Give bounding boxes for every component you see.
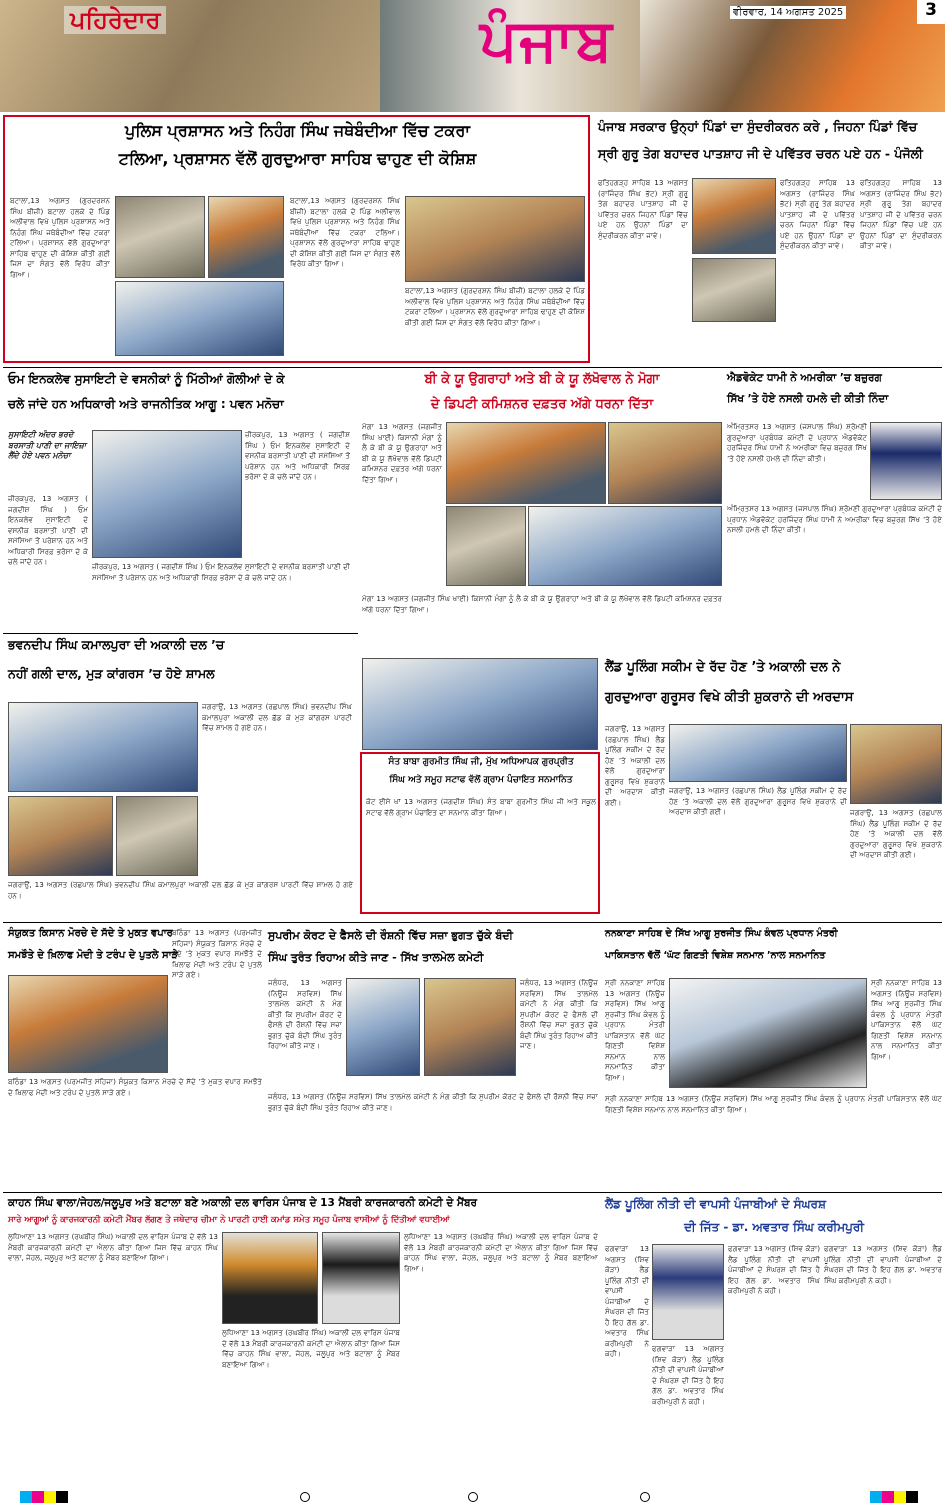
color-bar-right bbox=[870, 1491, 918, 1503]
story-ardas-body-col3: ਜਗਰਾਉਂ, 13 ਅਗਸਤ (ਰਛਪਾਲ ਸਿੰਘ) ਲੈਂਡ ਪੂਲਿੰਗ ਸਕੀਮ ਦੇ ਰੱਦ ਹੋਣ ’ਤੇ ਅਕਾਲੀ ਦਲ ਵੱਲੋਂ ਗੁਰਦੁਆਰਾ ਗੁਰੂਸਰ ਵਿਖੇ ਸ਼ੁਕਰਾਨੇ ਦੀ ਅਰਦਾਸ ਕੀਤੀ ਗਈ। bbox=[850, 808, 942, 859]
story-sc-photo-2 bbox=[424, 978, 516, 1076]
dateline: ਵੀਰਵਾਰ, 14 ਅਗਸਤ 2025 bbox=[730, 6, 846, 19]
story-school-photo bbox=[362, 658, 598, 750]
story-police-headline-1: ਪੁਲਿਸ ਪ੍ਰਸ਼ਾਸਨ ਅਤੇ ਨਿਹੰਗ ਸਿੰਘ ਜਥੇਬੰਦੀਆ ਵਿੱਚ ਟਕਰਾ bbox=[125, 121, 470, 140]
story-ardas-body-col1: ਜਗਰਾਉਂ, 13 ਅਗਸਤ (ਰਛਪਾਲ ਸਿੰਘ) ਲੈਂਡ ਪੂਲਿੰਗ ਸਕੀਮ ਦੇ ਰੱਦ ਹੋਣ ’ਤੇ ਅਕਾਲੀ ਦਲ ਵੱਲੋਂ ਗੁਰਦੁਆਰਾ ਗੁਰੂਸਰ ਵਿਖੇ ਸ਼ੁਕਰਾਨੇ ਦੀ ਅਰਦਾਸ ਕੀਤੀ ਗਈ। bbox=[605, 724, 665, 807]
story-school-headline-2: ਸਿੰਘ ਅਤੇ ਸਮੂਹ ਸਟਾਫ ਵੱਲੋਂ ਗ੍ਰਾਮ ਪੰਚਾਇਤ ਸਨਮਾਨਿਤ bbox=[389, 775, 573, 785]
story-nankana-headline-2: ਪਾਕਿਸਤਾਨ ਵੱਲੋਂ ‘ਘੱਟ ਗਿਣਤੀ ਵਿਸ਼ੇਸ਼ ਸਨਮਾਨ ’ਨਾਲ ਸਨਮਾਨਿਤ bbox=[605, 950, 826, 961]
story-kisan-body-bottom: ਬਠਿੰਡਾ 13 ਅਗਸਤ (ਪਰਮਜੀਤ ਸਹਿਜਾ) ਸੰਯੁਕਤ ਕਿਸਾਨ ਮੋਰਚੇ ਦੇ ਸੱਦੇ ’ਤੇ ਮੁਕਤ ਵਪਾਰ ਸਮਝੌਤੇ ਦੇ ਖ਼ਿਲਾਫ ਮੋਦੀ ਅਤੇ ਟਰੰਪ ਦੇ ਪੁਤਲੇ ਸਾੜੇ ਗਏ। bbox=[8, 1077, 262, 1097]
story-kamalpura-headline-1: ਭਵਨਦੀਪ ਸਿੰਘ ਕਮਾਲਪੁਰਾ ਦੀ ਅਕਾਲੀ ਦਲ ’ਚ bbox=[8, 637, 225, 652]
story-villages-photo-1 bbox=[692, 178, 776, 254]
story-villages-body-col1: ਫਤਿਹਗੜ੍ਹ ਸਾਹਿਬ 13 ਅਗਸਤ (ਰਾਜਿੰਦਰ ਸਿੰਘ ਭੱਟ) ਸ੍ਰੀ ਗੁਰੂ ਤੇਗ ਬਹਾਦਰ ਪਾਤਸ਼ਾਹ ਜੀ ਦੇ ਪਵਿੱਤਰ ਚਰਨ ਜਿਹਨਾਂ ਪਿੰਡਾਂ ਵਿੱਚ ਪਏ ਹਨ ਉਹਨਾਂ ਪਿੰਡਾਂ ਦਾ ਸੁੰਦਰੀਕਰਨ ਕੀਤਾ ਜਾਵੇ। bbox=[598, 178, 688, 240]
story-kisan-headline-1: ਸੰਯੁਕਤ ਕਿਸਾਨ ਮੋਰਚੇ ਦੇ ਸੱਦੇ ਤੇ ਮੁਕਤ ਵਪਾਰ bbox=[8, 928, 173, 939]
story-om-photo bbox=[92, 430, 242, 558]
story-committee-headline: ਕਾਹਨ ਸਿੰਘ ਵਾਲਾ/ਜੇਹਲ/ਜਲੂਪੁਰ ਅਤੇ ਬਟਾਲਾ ਬਣੇ ਅਕਾਲੀ ਦਲ ਵਾਰਿਸ ਪੰਜਾਬ ਦੇ 13 ਮੈਂਬਰੀ ਕਾਰਜਕਾਰਨੀ ਕਮੇਟੀ ਦੇ ਮੈਂਬਰ bbox=[8, 1197, 478, 1209]
story-bku-photo-2 bbox=[608, 422, 722, 504]
story-karimpuri-body-col3: ਫਗਵਾੜਾ 13 ਅਗਸਤ (ਸ਼ਿਵ ਕੋੜਾ) ਲੈਂਡ ਪੂਲਿੰਗ ਨੀਤੀ ਦੀ ਵਾਪਸੀ ਪੰਜਾਬੀਆਂ ਦੇ ਸੰਘਰਸ਼ ਦੀ ਜਿੱਤ ਹੈ ਇਹ ਗੱਲ ਡਾ. ਅਵਤਾਰ ਸਿੰਘ ਕਰੀਮਪੁਰੀ ਨੇ ਕਹੀ। bbox=[728, 1244, 820, 1295]
story-dhami-headline-2: ਸਿੱਖ ’ਤੇ ਹੋਏ ਨਸਲੀ ਹਮਲੇ ਦੀ ਕੀਤੀ ਨਿੰਦਾ bbox=[727, 393, 889, 405]
story-kamalpura-body-bottom: ਜਗਰਾਉਂ, 13 ਅਗਸਤ (ਰਛਪਾਲ ਸਿੰਘ) ਭਵਨਦੀਪ ਸਿੰਘ ਕਮਾਲਪੁਰਾ ਅਕਾਲੀ ਦਲ ਛੱਡ ਕੇ ਮੁੜ ਕਾਂਗਰਸ ਪਾਰਟੀ ਵਿੱਚ ਸ਼ਾਮਲ ਹੋ ਗਏ ਹਨ। bbox=[8, 880, 353, 900]
story-om-body-col2: ਜ਼ੀਰਕਪੁਰ, 13 ਅਗਸਤ ( ਜਗਦੀਸ਼ ਸਿੰਘ ) ਓਮ ਇਨਕਲੇਵ ਸੁਸਾਇਟੀ ਦੇ ਵਸਨੀਕ ਬਰਸਾਤੀ ਪਾਣੀ ਦੀ ਸਮੱਸਿਆ ਤੋਂ ਪਰੇਸ਼ਾਨ ਹਨ ਅਤੇ ਅਧਿਕਾਰੀ ਸਿਰਫ਼ ਭਰੋਸਾ ਦੇ ਕੇ ਚਲੇ ਜਾਂਦੇ ਹਨ। bbox=[245, 430, 350, 481]
story-om-headline-2: ਚਲੇ ਜਾਂਦੇ ਹਨ ਅਧਿਕਾਰੀ ਅਤੇ ਰਾਜਨੀਤਿਕ ਆਗੂ : ਪਵਨ ਮਨੋਚਾ bbox=[8, 397, 284, 411]
story-police-photo-4 bbox=[405, 196, 585, 282]
story-karimpuri-photo bbox=[652, 1244, 724, 1340]
story-nankana-photo bbox=[669, 978, 867, 1088]
page-number: 3 bbox=[917, 0, 945, 24]
story-sc-photo-1 bbox=[346, 978, 420, 1076]
story-kamalpura-photo-2 bbox=[8, 796, 113, 876]
story-karimpuri-body-col4: ਫਗਵਾੜਾ 13 ਅਗਸਤ (ਸ਼ਿਵ ਕੋੜਾ) ਲੈਂਡ ਪੂਲਿੰਗ ਨੀਤੀ ਦੀ ਵਾਪਸੀ ਪੰਜਾਬੀਆਂ ਦੇ ਸੰਘਰਸ਼ ਦੀ ਜਿੱਤ ਹੈ ਇਹ ਗੱਲ ਡਾ. ਅਵਤਾਰ ਸਿੰਘ ਕਰੀਮਪੁਰੀ ਨੇ ਕਹੀ। bbox=[824, 1244, 942, 1285]
story-karimpuri-body-col2: ਫਗਵਾੜਾ 13 ਅਗਸਤ (ਸ਼ਿਵ ਕੋੜਾ) ਲੈਂਡ ਪੂਲਿੰਗ ਨੀਤੀ ਦੀ ਵਾਪਸੀ ਪੰਜਾਬੀਆਂ ਦੇ ਸੰਘਰਸ਼ ਦੀ ਜਿੱਤ ਹੈ ਇਹ ਗੱਲ ਡਾ. ਅਵਤਾਰ ਸਿੰਘ ਕਰੀਮਪੁਰੀ ਨੇ ਕਹੀ। bbox=[652, 1344, 724, 1406]
divider-row-4 bbox=[3, 1192, 942, 1193]
story-bku-photo-1 bbox=[446, 422, 606, 504]
story-bku-photo-3 bbox=[446, 506, 526, 586]
masthead-photo-left bbox=[0, 0, 380, 112]
story-bku-body-bottom: ਮੋਗਾ 13 ਅਗਸਤ (ਜਗਜੀਤ ਸਿੰਘ ਖਾਈ) ਕਿਸਾਨੀ ਮੰਗਾਂ ਨੂੰ ਲੈ ਕੇ ਬੀ ਕੇ ਯੂ ਉਗਰਾਹਾਂ ਅਤੇ ਬੀ ਕੇ ਯੂ ਲੱਖੋਵਾਲ ਵੱਲੋਂ ਡਿਪਟੀ ਕਮਿਸ਼ਨਰ ਦਫ਼ਤਰ ਅੱਗੇ ਧਰਨਾ ਦਿੱਤਾ ਗਿਆ। bbox=[362, 594, 722, 614]
section-title: ਪੰਜਾਬ bbox=[480, 6, 615, 74]
story-nankana-headline-1: ਨਨਕਾਣਾ ਸਾਹਿਬ ਦੇ ਸਿੱਖ ਆਗੂ ਸੁਰਜੀਤ ਸਿੰਘ ਕੰਵਲ ਪ੍ਰਧਾਨ ਮੰਤਰੀ bbox=[605, 928, 838, 939]
divider-row-1 bbox=[3, 367, 942, 368]
registration-mark-right bbox=[640, 1492, 650, 1502]
registration-mark-center bbox=[468, 1492, 478, 1502]
story-police-body: ਬਟਾਲਾ,13 ਅਗਸਤ (ਗੁਰਦਰਸ਼ਨ ਸਿੰਘ ਬੀਜ਼ੀ) ਬਟਾਲਾ ਹਲਕੇ ਦੇ ਪਿੰਡ ਅਲੀਵਾਲ ਵਿਖੇ ਪੁਲਿਸ ਪ੍ਰਸ਼ਾਸਨ ਅਤੇ ਨਿਹੰਗ ਸਿੰਘ ਜਥੇਬੰਦੀਆਂ ਵਿੱਚ ਟਕਰਾ ਟਲਿਆ। ਪ੍ਰਸ਼ਾਸਨ ਵੱਲੋਂ ਗੁਰਦੁਆਰਾ ਸਾਹਿਬ ਢਾਹੁਣ ਦੀ ਕੋਸ਼ਿਸ਼ ਕੀਤੀ ਗਈ ਜਿਸ ਦਾ ਸੰਗਤ ਵੱਲੋਂ ਵਿਰੋਧ ਕੀਤਾ ਗਿਆ। bbox=[10, 196, 110, 279]
story-dhami-body-col1: ਅੰਮ੍ਰਿਤਸਰ 13 ਅਗਸਤ (ਜਸਪਾਲ ਸਿੰਘ) ਸ਼੍ਰੋਮਣੀ ਗੁਰਦੁਆਰਾ ਪ੍ਰਬੰਧਕ ਕਮੇਟੀ ਦੇ ਪ੍ਰਧਾਨ ਐਡਵੋਕੇਟ ਹਰਜਿੰਦਰ ਸਿੰਘ ਧਾਮੀ ਨੇ ਅਮਰੀਕਾ ਵਿਚ ਬਜ਼ੁਰਗ ਸਿੱਖ ’ਤੇ ਹੋਏ ਨਸਲੀ ਹਮਲੇ ਦੀ ਨਿੰਦਾ ਕੀਤੀ। bbox=[727, 422, 867, 463]
story-dhami-headline-1: ਐਡਵੋਕੇਟ ਧਾਮੀ ਨੇ ਅਮਰੀਕਾ ’ਚ ਬਜ਼ੁਰਗ bbox=[727, 372, 882, 384]
story-kisan-headline-2: ਸਮਝੌਤੇ ਦੇ ਖ਼ਿਲਾਫ ਮੋਦੀ ਤੇ ਟਰੰਪ ਦੇ ਪੁਤਲੇ ਸਾੜੇ bbox=[8, 950, 179, 961]
story-kamalpura-headline-2: ਨਹੀਂ ਗਲੀ ਦਾਲ, ਮੁੜ ਕਾਂਗਰਸ ’ਚ ਹੋਏ ਸ਼ਾਮਲ bbox=[8, 666, 215, 681]
story-school-body: ਕੋਟ ਈਸੇ ਖਾਂ 13 ਅਗਸਤ (ਜਗਦੀਸ਼ ਸਿੰਘ) ਸੰਤ ਬਾਬਾ ਗੁਰਮੀਤ ਸਿੰਘ ਜੀ ਅਤੇ ਸਕੂਲ ਸਟਾਫ ਵੱਲੋਂ ਗ੍ਰਾਮ ਪੰਚਾਇਤ ਦਾ ਸਨਮਾਨ ਕੀਤਾ ਗਿਆ। bbox=[366, 797, 596, 817]
story-dhami-photo bbox=[870, 422, 942, 500]
story-sc-body-bottom: ਜਲੰਧਰ, 13 ਅਗਸਤ (ਨਿਊਜ਼ ਸਰਵਿਸ) ਸਿੱਖ ਤਾਲਮੇਲ ਕਮੇਟੀ ਨੇ ਮੰਗ ਕੀਤੀ ਕਿ ਸੁਪਰੀਮ ਕੋਰਟ ਦੇ ਫੈਸਲੇ ਦੀ ਰੌਸ਼ਨੀ ਵਿੱਚ ਸਜ਼ਾ ਭੁਗਤ ਚੁੱਕੇ ਬੰਦੀ ਸਿੰਘ ਤੁਰੰਤ ਰਿਹਾਅ ਕੀਤੇ ਜਾਣ। bbox=[268, 1092, 598, 1112]
story-sc-body-col1: ਜਲੰਧਰ, 13 ਅਗਸਤ (ਨਿਊਜ਼ ਸਰਵਿਸ) ਸਿੱਖ ਤਾਲਮੇਲ ਕਮੇਟੀ ਨੇ ਮੰਗ ਕੀਤੀ ਕਿ ਸੁਪਰੀਮ ਕੋਰਟ ਦੇ ਫੈਸਲੇ ਦੀ ਰੌਸ਼ਨੀ ਵਿੱਚ ਸਜ਼ਾ ਭੁਗਤ ਚੁੱਕੇ ਬੰਦੀ ਸਿੰਘ ਤੁਰੰਤ ਰਿਹਾਅ ਕੀਤੇ ਜਾਣ। bbox=[268, 978, 342, 1050]
story-kisan-photo bbox=[8, 975, 168, 1073]
story-om-caption: ਸੁਸਾਇਟੀ ਅੰਦਰ ਭਰਦੇ ਬਰਸਾਤੀ ਪਾਣੀ ਦਾ ਜਾਇਜ਼ਾ ਲੈਂਦੇ ਹੋਏ ਪਵਨ ਮਨੋਚਾ bbox=[8, 430, 87, 460]
story-villages-body-col3: ਫਤਿਹਗੜ੍ਹ ਸਾਹਿਬ 13 ਅਗਸਤ (ਰਾਜਿੰਦਰ ਸਿੰਘ ਭੱਟ) ਸ੍ਰੀ ਗੁਰੂ ਤੇਗ ਬਹਾਦਰ ਪਾਤਸ਼ਾਹ ਜੀ ਦੇ ਪਵਿੱਤਰ ਚਰਨ ਜਿਹਨਾਂ ਪਿੰਡਾਂ ਵਿੱਚ ਪਏ ਹਨ ਉਹਨਾਂ ਪਿੰਡਾਂ ਦਾ ਸੁੰਦਰੀਕਰਨ ਕੀਤਾ ਜਾਵੇ। bbox=[860, 178, 942, 250]
story-sc-headline-2: ਸਿੰਘ ਤੁਰੰਤ ਰਿਹਾਅ ਕੀਤੇ ਜਾਣ - ਸਿੱਖ ਤਾਲਮੇਲ ਕਮੇਟੀ bbox=[268, 951, 484, 964]
story-om-body-col1: ਜ਼ੀਰਕਪੁਰ, 13 ਅਗਸਤ ( ਜਗਦੀਸ਼ ਸਿੰਘ ) ਓਮ ਇਨਕਲੇਵ ਸੁਸਾਇਟੀ ਦੇ ਵਸਨੀਕ ਬਰਸਾਤੀ ਪਾਣੀ ਦੀ ਸਮੱਸਿਆ ਤੋਂ ਪਰੇਸ਼ਾਨ ਹਨ ਅਤੇ ਅਧਿਕਾਰੀ ਸਿਰਫ਼ ਭਰੋਸਾ ਦੇ ਕੇ ਚਲੇ ਜਾਂਦੇ ਹਨ। bbox=[8, 494, 88, 566]
story-kamalpura-body-col1: ਜਗਰਾਉਂ, 13 ਅਗਸਤ (ਰਛਪਾਲ ਸਿੰਘ) ਭਵਨਦੀਪ ਸਿੰਘ ਕਮਾਲਪੁਰਾ ਅਕਾਲੀ ਦਲ ਛੱਡ ਕੇ ਮੁੜ ਕਾਂਗਰਸ ਪਾਰਟੀ ਵਿੱਚ ਸ਼ਾਮਲ ਹੋ ਗਏ ਹਨ। bbox=[202, 702, 352, 732]
story-committee-body-col1: ਲੁਧਿਆਣਾ 13 ਅਗਸਤ (ਰਘਬੀਰ ਸਿੰਘ) ਅਕਾਲੀ ਦਲ ਵਾਰਿਸ ਪੰਜਾਬ ਦੇ ਵੱਲੋਂ 13 ਮੈਂਬਰੀ ਕਾਰਜਕਾਰਨੀ ਕਮੇਟੀ ਦਾ ਐਲਾਨ ਕੀਤਾ ਗਿਆ ਜਿਸ ਵਿੱਚ ਕਾਹਨ ਸਿੰਘ ਵਾਲਾ, ਜੇਹਲ, ਜਲੂਪੁਰ ਅਤੇ ਬਟਾਲਾ ਨੂੰ ਮੈਂਬਰ ਬਣਾਇਆ ਗਿਆ। bbox=[8, 1232, 218, 1262]
story-kamalpura-photo-1 bbox=[8, 702, 198, 792]
story-nankana-body-col1: ਸ੍ਰੀ ਨਨਕਾਣਾ ਸਾਹਿਬ 13 ਅਗਸਤ (ਨਿਊਜ਼ ਸਰਵਿਸ) ਸਿੱਖ ਆਗੂ ਸੁਰਜੀਤ ਸਿੰਘ ਕੰਵਲ ਨੂੰ ਪ੍ਰਧਾਨ ਮੰਤਰੀ ਪਾਕਿਸਤਾਨ ਵੱਲੋਂ ਘੱਟ ਗਿਣਤੀ ਵਿਸ਼ੇਸ਼ ਸਨਮਾਨ ਨਾਲ ਸਨਮਾਨਿਤ ਕੀਤਾ ਗਿਆ। bbox=[605, 978, 665, 1082]
story-villages-photo-2 bbox=[692, 258, 776, 322]
story-bku-body-col1: ਮੋਗਾ 13 ਅਗਸਤ (ਜਗਜੀਤ ਸਿੰਘ ਖਾਈ) ਕਿਸਾਨੀ ਮੰਗਾਂ ਨੂੰ ਲੈ ਕੇ ਬੀ ਕੇ ਯੂ ਉਗਰਾਹਾਂ ਅਤੇ ਬੀ ਕੇ ਯੂ ਲੱਖੋਵਾਲ ਵੱਲੋਂ ਡਿਪਟੀ ਕਮਿਸ਼ਨਰ ਦਫ਼ਤਰ ਅੱਗੇ ਧਰਨਾ ਦਿੱਤਾ ਗਿਆ। bbox=[362, 422, 442, 484]
story-ardas-headline-2: ਗੁਰਦੁਆਰਾ ਗੁਰੂਸਰ ਵਿਖੇ ਕੀਤੀ ਸ਼ੁਕਰਾਨੇ ਦੀ ਅਰਦਾਸ bbox=[605, 690, 854, 705]
story-committee-body-col2: ਲੁਧਿਆਣਾ 13 ਅਗਸਤ (ਰਘਬੀਰ ਸਿੰਘ) ਅਕਾਲੀ ਦਲ ਵਾਰਿਸ ਪੰਜਾਬ ਦੇ ਵੱਲੋਂ 13 ਮੈਂਬਰੀ ਕਾਰਜਕਾਰਨੀ ਕਮੇਟੀ ਦਾ ਐਲਾਨ ਕੀਤਾ ਗਿਆ ਜਿਸ ਵਿੱਚ ਕਾਹਨ ਸਿੰਘ ਵਾਲਾ, ਜੇਹਲ, ਜਲੂਪੁਰ ਅਤੇ ਬਟਾਲਾ ਨੂੰ ਮੈਂਬਰ ਬਣਾਇਆ ਗਿਆ। bbox=[222, 1328, 400, 1369]
registration-mark-left bbox=[300, 1492, 310, 1502]
story-committee-body-col3: ਲੁਧਿਆਣਾ 13 ਅਗਸਤ (ਰਘਬੀਰ ਸਿੰਘ) ਅਕਾਲੀ ਦਲ ਵਾਰਿਸ ਪੰਜਾਬ ਦੇ ਵੱਲੋਂ 13 ਮੈਂਬਰੀ ਕਾਰਜਕਾਰਨੀ ਕਮੇਟੀ ਦਾ ਐਲਾਨ ਕੀਤਾ ਗਿਆ ਜਿਸ ਵਿੱਚ ਕਾਹਨ ਸਿੰਘ ਵਾਲਾ, ਜੇਹਲ, ਜਲੂਪੁਰ ਅਤੇ ਬਟਾਲਾ ਨੂੰ ਮੈਂਬਰ ਬਣਾਇਆ ਗਿਆ। bbox=[404, 1232, 598, 1273]
story-bku-photo-4 bbox=[528, 506, 722, 586]
story-police-body-cont: ਬਟਾਲਾ,13 ਅਗਸਤ (ਗੁਰਦਰਸ਼ਨ ਸਿੰਘ ਬੀਜ਼ੀ) ਬਟਾਲਾ ਹਲਕੇ ਦੇ ਪਿੰਡ ਅਲੀਵਾਲ ਵਿਖੇ ਪੁਲਿਸ ਪ੍ਰਸ਼ਾਸਨ ਅਤੇ ਨਿਹੰਗ ਸਿੰਘ ਜਥੇਬੰਦੀਆਂ ਵਿੱਚ ਟਕਰਾ ਟਲਿਆ। ਪ੍ਰਸ਼ਾਸਨ ਵੱਲੋਂ ਗੁਰਦੁਆਰਾ ਸਾਹਿਬ ਢਾਹੁਣ ਦੀ ਕੋਸ਼ਿਸ਼ ਕੀਤੀ ਗਈ ਜਿਸ ਦਾ ਸੰਗਤ ਵੱਲੋਂ ਵਿਰੋਧ ਕੀਤਾ ਗਿਆ। bbox=[290, 196, 400, 268]
divider-row-3 bbox=[3, 922, 942, 923]
story-ardas-body-col2: ਜਗਰਾਉਂ, 13 ਅਗਸਤ (ਰਛਪਾਲ ਸਿੰਘ) ਲੈਂਡ ਪੂਲਿੰਗ ਸਕੀਮ ਦੇ ਰੱਦ ਹੋਣ ’ਤੇ ਅਕਾਲੀ ਦਲ ਵੱਲੋਂ ਗੁਰਦੁਆਰਾ ਗੁਰੂਸਰ ਵਿਖੇ ਸ਼ੁਕਰਾਨੇ ਦੀ ਅਰਦਾਸ ਕੀਤੀ ਗਈ। bbox=[669, 786, 847, 816]
print-registration-strip bbox=[0, 1488, 945, 1507]
story-nankana-body-bottom: ਸ੍ਰੀ ਨਨਕਾਣਾ ਸਾਹਿਬ 13 ਅਗਸਤ (ਨਿਊਜ਼ ਸਰਵਿਸ) ਸਿੱਖ ਆਗੂ ਸੁਰਜੀਤ ਸਿੰਘ ਕੰਵਲ ਨੂੰ ਪ੍ਰਧਾਨ ਮੰਤਰੀ ਪਾਕਿਸਤਾਨ ਵੱਲੋਂ ਘੱਟ ਗਿਣਤੀ ਵਿਸ਼ੇਸ਼ ਸਨਮਾਨ ਨਾਲ ਸਨਮਾਨਿਤ ਕੀਤਾ ਗਿਆ। bbox=[605, 1094, 942, 1114]
divider-row-2 bbox=[3, 633, 358, 634]
story-committee-photo-1 bbox=[222, 1232, 318, 1324]
story-committee-kicker: ਸਾਰੇ ਆਗੂਆਂ ਨੂੰ ਕਾਰਜਕਾਰਨੀ ਕਮੇਟੀ ਮੈਂਬਰ ਲੱਗਣ ਤੇ ਜਥੇਦਾਰ ਚੀਮਾ ਨੇ ਪਾਰਟੀ ਹਾਈ ਕਮਾਂਡ ਸਮੇਤ ਸਮੂਹ ਪੰਜਾਬ ਵਾਸੀਆਂ ਨੂੰ ਦਿੱਤੀਆਂ ਵਧਾਈਆਂ bbox=[8, 1215, 450, 1225]
story-nankana-body-col2: ਸ੍ਰੀ ਨਨਕਾਣਾ ਸਾਹਿਬ 13 ਅਗਸਤ (ਨਿਊਜ਼ ਸਰਵਿਸ) ਸਿੱਖ ਆਗੂ ਸੁਰਜੀਤ ਸਿੰਘ ਕੰਵਲ ਨੂੰ ਪ੍ਰਧਾਨ ਮੰਤਰੀ ਪਾਕਿਸਤਾਨ ਵੱਲੋਂ ਘੱਟ ਗਿਣਤੀ ਵਿਸ਼ੇਸ਼ ਸਨਮਾਨ ਨਾਲ ਸਨਮਾਨਿਤ ਕੀਤਾ ਗਿਆ। bbox=[871, 978, 942, 1061]
color-bar-left bbox=[20, 1491, 68, 1503]
story-police-photo-3 bbox=[115, 281, 284, 356]
story-sc-body-col2: ਜਲੰਧਰ, 13 ਅਗਸਤ (ਨਿਊਜ਼ ਸਰਵਿਸ) ਸਿੱਖ ਤਾਲਮੇਲ ਕਮੇਟੀ ਨੇ ਮੰਗ ਕੀਤੀ ਕਿ ਸੁਪਰੀਮ ਕੋਰਟ ਦੇ ਫੈਸਲੇ ਦੀ ਰੌਸ਼ਨੀ ਵਿੱਚ ਸਜ਼ਾ ਭੁਗਤ ਚੁੱਕੇ ਬੰਦੀ ਸਿੰਘ ਤੁਰੰਤ ਰਿਹਾਅ ਕੀਤੇ ਜਾਣ। bbox=[520, 978, 598, 1050]
story-dhami-body-col2: ਅੰਮ੍ਰਿਤਸਰ 13 ਅਗਸਤ (ਜਸਪਾਲ ਸਿੰਘ) ਸ਼੍ਰੋਮਣੀ ਗੁਰਦੁਆਰਾ ਪ੍ਰਬੰਧਕ ਕਮੇਟੀ ਦੇ ਪ੍ਰਧਾਨ ਐਡਵੋਕੇਟ ਹਰਜਿੰਦਰ ਸਿੰਘ ਧਾਮੀ ਨੇ ਅਮਰੀਕਾ ਵਿਚ ਬਜ਼ੁਰਗ ਸਿੱਖ ’ਤੇ ਹੋਏ ਨਸਲੀ ਹਮਲੇ ਦੀ ਨਿੰਦਾ ਕੀਤੀ। bbox=[727, 504, 942, 534]
story-school-headline-1: ਸੰਤ ਬਾਬਾ ਗੁਰਮੀਤ ਸਿੰਘ ਜੀ, ਮੁੱਖ ਅਧਿਆਪਕ ਗੁਰਪ੍ਰੀਤ bbox=[388, 757, 574, 767]
story-villages-headline-1: ਪੰਜਾਬ ਸਰਕਾਰ ਉਨ੍ਹਾਂ ਪਿੰਡਾਂ ਦਾ ਸੁੰਦਰੀਕਰਨ ਕਰੇ , ਜਿਹਨਾ ਪਿੰਡਾਂ ਵਿੱਚ bbox=[598, 119, 918, 134]
story-karimpuri-headline-1: ਲੈਂਡ ਪੂਲਿੰਗ ਨੀਤੀ ਦੀ ਵਾਪਸੀ ਪੰਜਾਬੀਆਂ ਦੇ ਸੰਘਰਸ਼ bbox=[605, 1197, 826, 1211]
story-police-photo-2 bbox=[208, 196, 284, 278]
story-police-photo-1 bbox=[115, 196, 205, 278]
story-karimpuri-body-col1: ਫਗਵਾੜਾ 13 ਅਗਸਤ (ਸ਼ਿਵ ਕੋੜਾ) ਲੈਂਡ ਪੂਲਿੰਗ ਨੀਤੀ ਦੀ ਵਾਪਸੀ ਪੰਜਾਬੀਆਂ ਦੇ ਸੰਘਰਸ਼ ਦੀ ਜਿੱਤ ਹੈ ਇਹ ਗੱਲ ਡਾ. ਅਵਤਾਰ ਸਿੰਘ ਕਰੀਮਪੁਰੀ ਨੇ ਕਹੀ। bbox=[605, 1244, 649, 1358]
story-ardas-photo-2 bbox=[850, 724, 942, 804]
story-kisan-body-col1: ਬਠਿੰਡਾ 13 ਅਗਸਤ (ਪਰਮਜੀਤ ਸਹਿਜਾ) ਸੰਯੁਕਤ ਕਿਸਾਨ ਮੋਰਚੇ ਦੇ ਸੱਦੇ ’ਤੇ ਮੁਕਤ ਵਪਾਰ ਸਮਝੌਤੇ ਦੇ ਖ਼ਿਲਾਫ ਮੋਦੀ ਅਤੇ ਟਰੰਪ ਦੇ ਪੁਤਲੇ ਸਾੜੇ ਗਏ। bbox=[172, 928, 262, 979]
story-villages-body-col2: ਫਤਿਹਗੜ੍ਹ ਸਾਹਿਬ 13 ਅਗਸਤ (ਰਾਜਿੰਦਰ ਸਿੰਘ ਭੱਟ) ਸ੍ਰੀ ਗੁਰੂ ਤੇਗ ਬਹਾਦਰ ਪਾਤਸ਼ਾਹ ਜੀ ਦੇ ਪਵਿੱਤਰ ਚਰਨ ਜਿਹਨਾਂ ਪਿੰਡਾਂ ਵਿੱਚ ਪਏ ਹਨ ਉਹਨਾਂ ਪਿੰਡਾਂ ਦਾ ਸੁੰਦਰੀਕਰਨ ਕੀਤਾ ਜਾਵੇ। bbox=[780, 178, 855, 250]
story-karimpuri-headline-2: ਦੀ ਜਿੱਤ - ਡਾ. ਅਵਤਾਰ ਸਿੰਘ ਕਰੀਮਪੁਰੀ bbox=[684, 1220, 864, 1234]
paper-name: ਪਹਿਰੇਦਾਰ bbox=[64, 6, 166, 34]
story-sc-headline-1: ਸੁਪਰੀਮ ਕੋਰਟ ਦੇ ਫੈਸਲੇ ਦੀ ਰੌਸ਼ਨੀ ਵਿੱਚ ਸਜ਼ਾ ਭੁਗਤ ਚੁੱਕੇ ਬੰਦੀ bbox=[268, 929, 513, 942]
story-bku-headline-1: ਬੀ ਕੇ ਯੂ ਉਗਰਾਹਾਂ ਅਤੇ ਬੀ ਕੇ ਯੂ ਲੱਖੋਵਾਲ ਨੇ ਮੋਗਾ bbox=[424, 372, 660, 387]
story-police-headline-2: ਟਲਿਆ, ਪ੍ਰਸ਼ਾਸਨ ਵੱਲੋਂ ਗੁਰਦੁਆਰਾ ਸਾਹਿਬ ਢਾਹੁਣ ਦੀ ਕੋਸ਼ਿਸ਼ bbox=[118, 149, 477, 168]
story-ardas-headline-1: ਲੈਂਡ ਪੂਲਿੰਗ ਸਕੀਮ ਦੇ ਰੱਦ ਹੋਣ ’ਤੇ ਅਕਾਲੀ ਦਲ ਨੇ bbox=[605, 660, 841, 675]
story-police-body-right: ਬਟਾਲਾ,13 ਅਗਸਤ (ਗੁਰਦਰਸ਼ਨ ਸਿੰਘ ਬੀਜ਼ੀ) ਬਟਾਲਾ ਹਲਕੇ ਦੇ ਪਿੰਡ ਅਲੀਵਾਲ ਵਿਖੇ ਪੁਲਿਸ ਪ੍ਰਸ਼ਾਸਨ ਅਤੇ ਨਿਹੰਗ ਸਿੰਘ ਜਥੇਬੰਦੀਆਂ ਵਿੱਚ ਟਕਰਾ ਟਲਿਆ। ਪ੍ਰਸ਼ਾਸਨ ਵੱਲੋਂ ਗੁਰਦੁਆਰਾ ਸਾਹਿਬ ਢਾਹੁਣ ਦੀ ਕੋਸ਼ਿਸ਼ ਕੀਤੀ ਗਈ ਜਿਸ ਦਾ ਸੰਗਤ ਵੱਲੋਂ ਵਿਰੋਧ ਕੀਤਾ ਗਿਆ। bbox=[405, 286, 585, 327]
story-committee-photo-2 bbox=[322, 1232, 400, 1324]
story-om-body-col3: ਜ਼ੀਰਕਪੁਰ, 13 ਅਗਸਤ ( ਜਗਦੀਸ਼ ਸਿੰਘ ) ਓਮ ਇਨਕਲੇਵ ਸੁਸਾਇਟੀ ਦੇ ਵਸਨੀਕ ਬਰਸਾਤੀ ਪਾਣੀ ਦੀ ਸਮੱਸਿਆ ਤੋਂ ਪਰੇਸ਼ਾਨ ਹਨ ਅਤੇ ਅਧਿਕਾਰੀ ਸਿਰਫ਼ ਭਰੋਸਾ ਦੇ ਕੇ ਚਲੇ ਜਾਂਦੇ ਹਨ। bbox=[92, 562, 350, 582]
story-om-headline-1: ਓਮ ਇਨਕਲੇਵ ਸੁਸਾਇਟੀ ਦੇ ਵਸਨੀਕਾਂ ਨੂੰ ਮਿੱਠੀਆਂ ਗੋਲੀਆਂ ਦੇ ਕੇ bbox=[8, 372, 285, 386]
story-villages-headline-2: ਸ੍ਰੀ ਗੁਰੂ ਤੇਗ ਬਹਾਦਰ ਪਾਤਸ਼ਾਹ ਜੀ ਦੇ ਪਵਿੱਤਰ ਚਰਨ ਪਏ ਹਨ - ਪੰਜੋਲੀ bbox=[598, 146, 923, 161]
story-ardas-photo-1 bbox=[669, 724, 847, 782]
story-kamalpura-photo-3 bbox=[116, 796, 198, 876]
story-bku-headline-2: ਦੇ ਡਿਪਟੀ ਕਮਿਸ਼ਨਰ ਦਫ਼ਤਰ ਅੱਗੇ ਧਰਨਾ ਦਿੱਤਾ bbox=[430, 397, 654, 412]
